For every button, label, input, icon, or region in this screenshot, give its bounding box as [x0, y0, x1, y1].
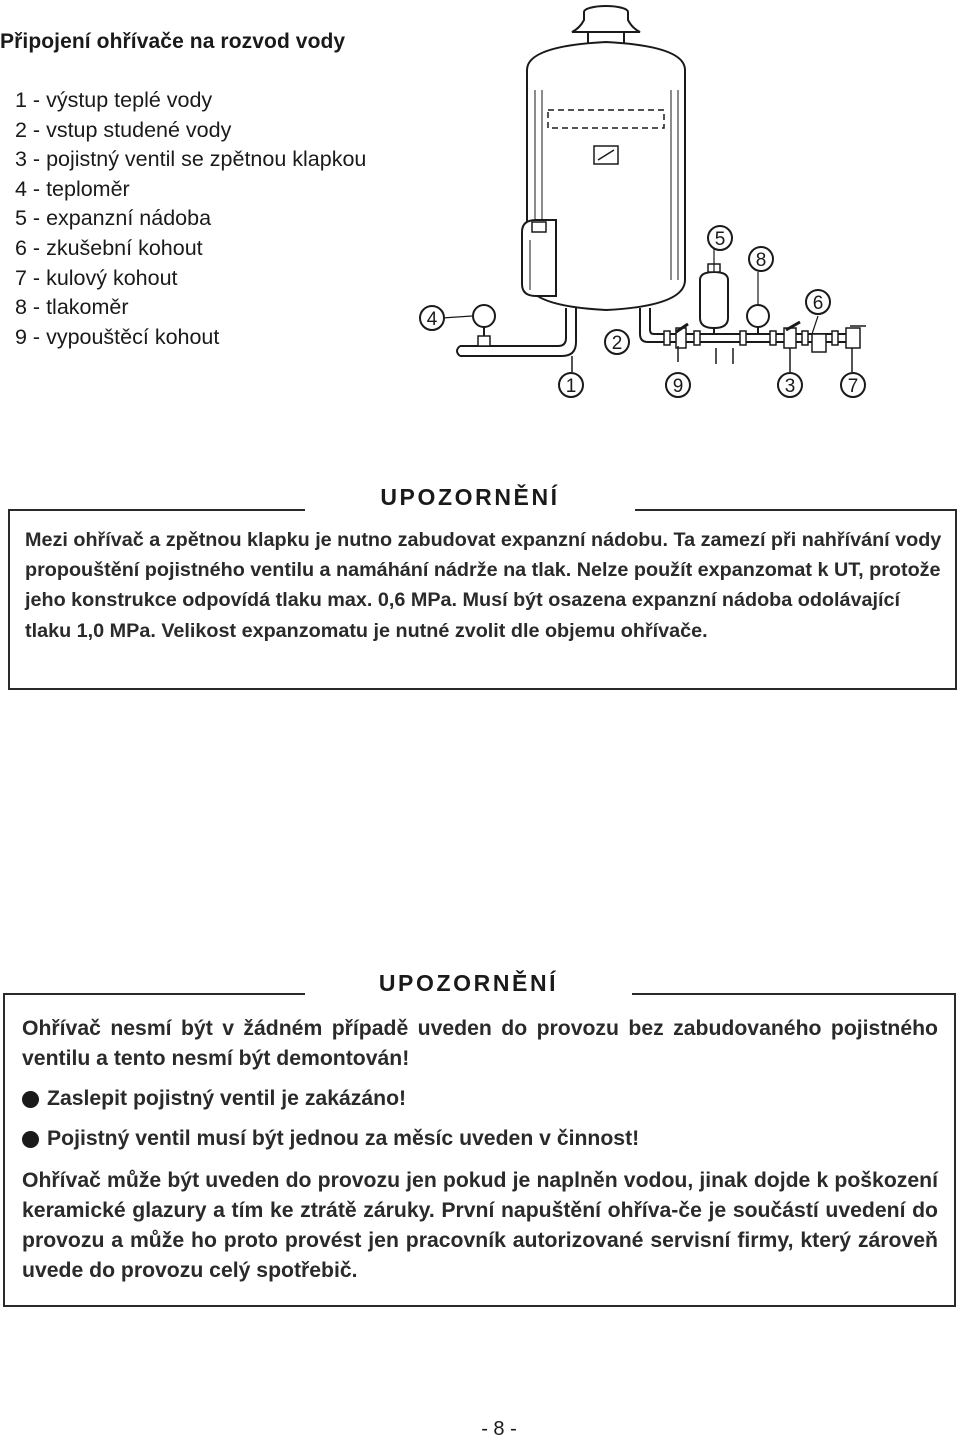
- warning-1-text: Mezi ohřívač a zpětnou klapku je nutno zabudovat expanzní nádobu. Ta zamezí při nahřívání vody propouštění pojistného ventilu a namáhání nádrže na tlak. Nelze použít expanzomat k UT, protože jeho konstrukce odpovídá tlaku max. 0,6 MPa. Musí být osazena expanzní nádoba odolávající tlaku 1,0 MPa. Velikost expanzomatu je nutné zvolit dle objemu ohřívače.: [25, 529, 942, 642]
- legend-item: 5 - expanzní nádoba: [15, 206, 212, 231]
- callout-2-label: 2: [611, 333, 623, 354]
- callout-1: [559, 373, 583, 397]
- callout-4: [420, 306, 444, 330]
- callout-6: [806, 290, 830, 314]
- callout-8-label: 8: [755, 250, 767, 271]
- warning-2-bullet-text: Pojistný ventil musí být jednou za měsíc uveden v činnost!: [47, 1127, 640, 1150]
- water-heater-connection-diagram: [400, 0, 880, 410]
- bullet-dot-icon: [22, 1131, 39, 1148]
- legend-item: 9 - vypouštěcí kohout: [15, 324, 220, 349]
- component-legend: [15, 86, 366, 352]
- control-box: [522, 220, 556, 296]
- legend-item: 1 - výstup teplé vody: [15, 88, 213, 112]
- callout-3-label: 3: [784, 376, 796, 397]
- warning-2-bullet-text: Zaslepit pojistný ventil je zakázáno!: [47, 1087, 407, 1110]
- warning-2-paragraph-2: Ohřívač může být uveden do provozu jen pokud je naplněn vodou, jinak dojde k poškození keramické glazury a tím ke ztrátě záruky. První napuštění ohříva-če je součástí uvedení do provozu a může ho proto provést jen pracovník autorizované servisní firmy, který zároveň uvede do provozu celý spotřebič.: [22, 1169, 938, 1282]
- callout-1-label: 1: [565, 376, 577, 397]
- bullet-dot-icon: [22, 1091, 39, 1108]
- callout-4-label: 4: [426, 309, 438, 330]
- legend-item: 7 - kulový kohout: [15, 265, 178, 290]
- valve-assembly: [664, 322, 866, 372]
- hot-water-outlet-pipe: [457, 305, 576, 372]
- warning-2-heading: UPOZORNĚNÍ: [378, 970, 559, 996]
- legend-item: 6 - zkušební kohout: [15, 235, 203, 260]
- page-number: - 8 -: [481, 1418, 517, 1440]
- callout-2: [605, 330, 629, 354]
- callout-9: [666, 373, 690, 397]
- callout-3: [778, 373, 802, 397]
- legend-item: 4 - teploměr: [15, 176, 130, 201]
- callout-5-label: 5: [714, 229, 726, 250]
- callout-8: [749, 247, 773, 271]
- callout-6-label: 6: [812, 293, 824, 314]
- pressure-gauge: [747, 305, 769, 334]
- page-title: Připojení ohřívače na rozvod vody: [0, 30, 346, 53]
- callout-7: [841, 373, 865, 397]
- legend-item: 2 - vstup studené vody: [15, 117, 232, 142]
- callout-5: [708, 226, 732, 250]
- warning-2-bullet: [22, 1124, 938, 1154]
- warning-2-body: [22, 1014, 938, 1286]
- warning-2-bullet: [22, 1084, 938, 1114]
- callout-7-label: 7: [847, 376, 859, 397]
- callout-9-label: 9: [672, 376, 684, 397]
- tank-top-fitting: [572, 6, 640, 44]
- warning-1-heading: UPOZORNĚNÍ: [380, 484, 560, 510]
- legend-item: 3 - pojistný ventil se zpětnou klapkou: [15, 147, 367, 172]
- warning-2-paragraph-1: Ohřívač nesmí být v žádném případě uveden do provozu bez zabudovaného pojistného ventilu a tento nesmí být demontován!: [22, 1017, 938, 1070]
- legend-item: 8 - tlakoměr: [15, 295, 129, 320]
- expansion-vessel: [700, 264, 728, 334]
